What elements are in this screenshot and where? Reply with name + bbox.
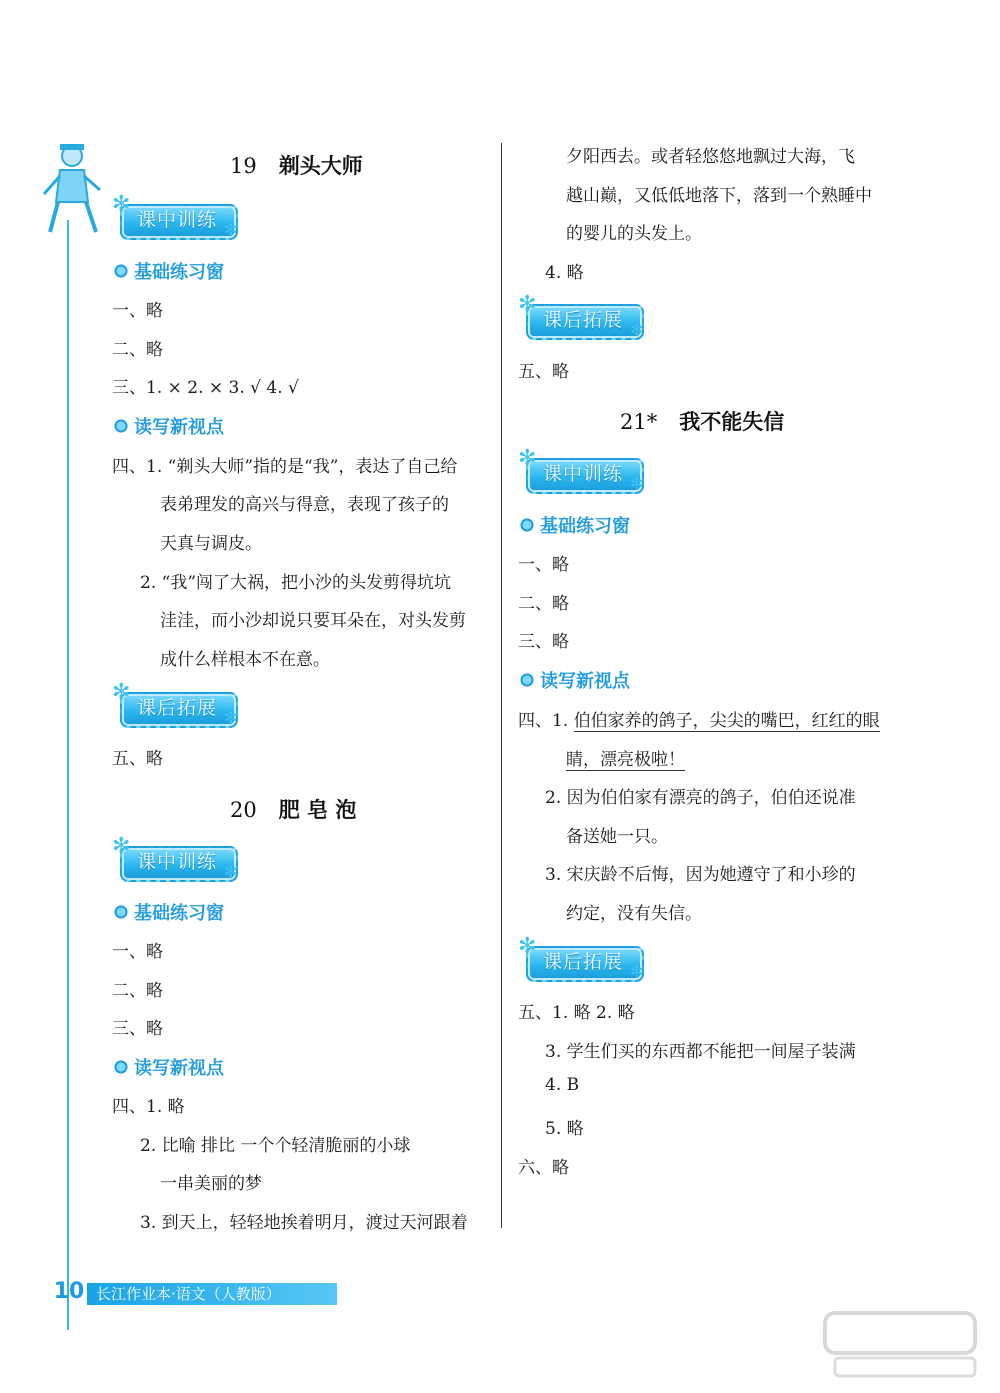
flower-icon: ✻ (630, 962, 644, 981)
answer-line: 的婴儿的头发上。 (566, 224, 702, 244)
answer-line: 4. 略 (545, 263, 584, 283)
answer-line: 一、略 (112, 942, 163, 962)
watermark-logo-icon (820, 1308, 985, 1383)
answer-line: 四、1. 略 (112, 1097, 185, 1117)
flower-icon: ✻ (224, 220, 238, 239)
answer-line: 睛，漂亮极啦！ (566, 750, 685, 770)
answer-line: 成什么样根本不在意。 (160, 650, 330, 670)
answer-line: 2. 比喻 排比 一个个轻清脆丽的小球 (140, 1136, 411, 1156)
answer-line: 三、略 (518, 632, 569, 652)
sun-icon (518, 671, 536, 689)
sun-icon (518, 516, 536, 534)
page-number: 10 (53, 1279, 85, 1304)
read-write-heading: 读写新视点 (518, 667, 630, 693)
flower-icon: ✻ (518, 446, 537, 471)
lesson-19-title: 19 剃头大师 (230, 154, 363, 178)
flower-icon: ✻ (112, 680, 131, 705)
answer-line: 2. 因为伯伯家有漂亮的鸽子，伯伯还说准 (545, 788, 856, 808)
book-title: 长江作业本·语文（人教版） (96, 1285, 281, 1303)
answer-line: 2. “我”闯了大祸，把小沙的头发剪得坑坑 (140, 573, 452, 593)
flower-icon: ✻ (224, 708, 238, 727)
answer-line: 备送她一只。 (566, 827, 668, 847)
lesson-21-title: 21* 我不能失信 (620, 410, 785, 434)
answer-line: 3. 宋庆龄不后悔，因为她遵守了和小珍的 (545, 865, 856, 885)
flower-icon: ✻ (224, 862, 238, 881)
answer-line: 3. 学生们买的东西都不能把一间屋子装满 (545, 1042, 856, 1062)
margin-line (67, 220, 69, 1330)
answer-line: 越山巅，又低低地落下，落到一个熟睡中 (566, 186, 872, 206)
answer-line: 一串美丽的梦 (160, 1174, 262, 1194)
answer-line: 天真与调皮。 (160, 534, 262, 554)
flower-icon: ✻ (630, 320, 644, 339)
answer-line: 表弟理发的高兴与得意，表现了孩子的 (160, 495, 449, 515)
basic-practice-heading: 基础练习窗 (112, 899, 224, 925)
answer-line: 二、略 (112, 340, 163, 360)
answer-line: 五、略 (518, 362, 569, 382)
answer-line: 一、略 (518, 555, 569, 575)
answer-line: 三、1. × 2. × 3. √ 4. √ (112, 378, 299, 398)
answer-line: 二、略 (518, 594, 569, 614)
after-class-banner: 课后拓展 ✻ ✻ (112, 680, 238, 727)
answer-line: 约定，没有失信。 (566, 904, 702, 924)
answer-line: 三、略 (112, 1019, 163, 1039)
flower-icon: ✻ (112, 834, 131, 859)
column-divider (501, 143, 502, 1228)
answer-line: 六、略 (518, 1158, 569, 1178)
in-class-banner: 课中训练 ✻ ✻ (518, 446, 644, 493)
answer-line: 四、1. “剃头大师”指的是“我”，表达了自己给 (112, 457, 458, 477)
after-class-banner: 课后拓展 ✻ ✻ (518, 934, 644, 981)
read-write-heading: 读写新视点 (112, 1054, 224, 1080)
sun-icon (112, 417, 130, 435)
answer-line: 五、1. 略 2. 略 (518, 1003, 635, 1023)
answer-line: 四、1. 伯伯家养的鸽子，尖尖的嘴巴，红红的眼 (518, 711, 880, 731)
flower-icon: ✻ (518, 934, 537, 959)
in-class-banner: 课中训练 ✻ ✻ (112, 834, 238, 881)
sun-icon (112, 903, 130, 921)
boy-illustration (38, 140, 108, 240)
answer-line: 一、略 (112, 301, 163, 321)
flower-icon: ✻ (112, 192, 131, 217)
answer-line: 夕阳西去。或者轻悠悠地飘过大海，飞 (566, 147, 855, 167)
sun-icon (112, 262, 130, 280)
answer-line: 二、略 (112, 981, 163, 1001)
basic-practice-heading: 基础练习窗 (112, 258, 224, 284)
basic-practice-heading: 基础练习窗 (518, 512, 630, 538)
sun-icon (112, 1058, 130, 1076)
read-write-heading: 读写新视点 (112, 413, 224, 439)
answer-line: 洼洼，而小沙却说只要耳朵在，对头发剪 (160, 611, 466, 631)
flower-icon: ✻ (518, 292, 537, 317)
after-class-banner: 课后拓展 ✻ ✻ (518, 292, 644, 339)
answer-line: 5. 略 (545, 1119, 584, 1139)
in-class-banner: 课中训练 ✻ ✻ (112, 192, 238, 239)
answer-line: 4. B (545, 1075, 580, 1095)
lesson-20-title: 20 肥 皂 泡 (230, 798, 357, 822)
answer-line: 五、略 (112, 749, 163, 769)
flower-icon: ✻ (630, 474, 644, 493)
answer-line: 3. 到天上，轻轻地挨着明月，渡过天河跟着 (140, 1213, 468, 1233)
